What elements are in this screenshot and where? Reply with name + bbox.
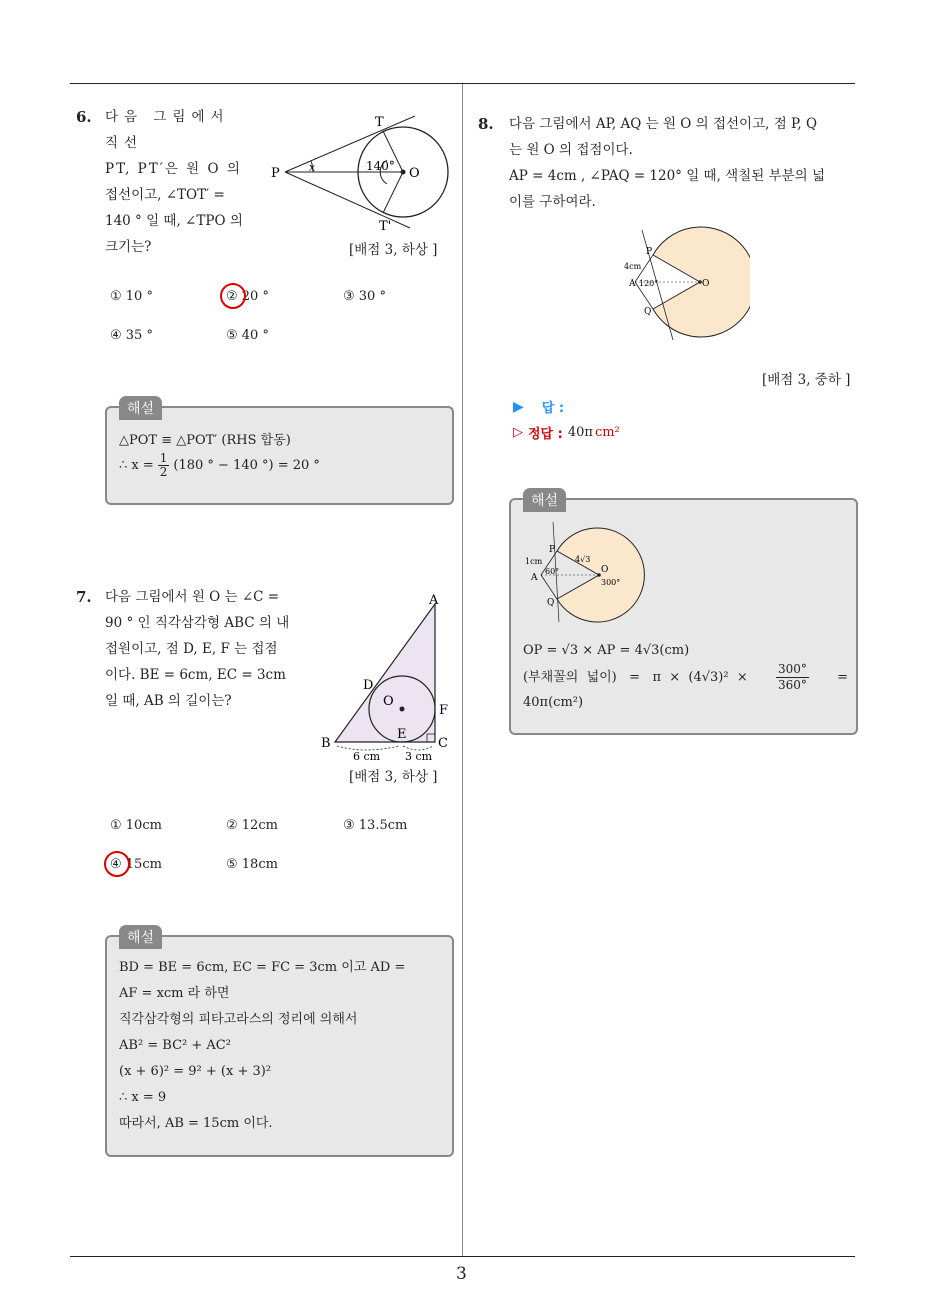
q7-choice-4[interactable]: ④ 15cm xyxy=(110,857,162,872)
q7-fig-A: A xyxy=(429,593,439,608)
q8-line: 다음 그림에서 AP, AQ 는 원 O 의 접선이고, 점 P, Q xyxy=(509,116,818,132)
q8-fig-P: P xyxy=(646,247,653,257)
q7-solution-box xyxy=(105,935,454,1157)
q7-choice-1[interactable]: ① 10cm xyxy=(110,818,162,833)
q8-sol-line-3: 40π(cm²) xyxy=(523,695,584,710)
q7-choice-2[interactable]: ② 12cm xyxy=(226,818,278,833)
q8-sol-figure xyxy=(517,520,647,625)
q8-figure xyxy=(615,222,750,344)
q6-sol-line-2 xyxy=(119,452,320,479)
q8-text xyxy=(509,111,859,215)
q8-number: 8. xyxy=(478,115,494,133)
q7-sol-line: AF = xcm 라 하면 xyxy=(119,986,230,1001)
q8-sol-numerator: 300° xyxy=(777,662,807,676)
q7-sol-line: BD = BE = 6cm, EC = FC = 3cm 이고 AD = xyxy=(119,960,406,975)
q7-figure xyxy=(315,592,460,764)
q7-fig-C: C xyxy=(438,736,448,751)
q7-answer-mark-icon xyxy=(104,851,130,877)
q7-sol-line: 직각삼각형의 피타고라스의 정리에 의해서 xyxy=(119,1012,358,1027)
q8-fig-angle: 120° xyxy=(639,279,659,288)
q8-sol-line-1: OP = √3 × AP = 4√3(cm) xyxy=(523,643,690,658)
q8-line: 는 원 O 의 접점이다. xyxy=(509,142,633,158)
q8-sol-fig-op: 4√3 xyxy=(575,555,591,564)
q8-sol-area: (부채꼴의 넓이) = π × (4√3)² × xyxy=(523,669,748,685)
q7-sol-line: (x + 6)² = 9² + (x + 3)² xyxy=(119,1064,272,1079)
q6-sol-therefore: ∴ x = xyxy=(119,457,154,473)
q7-choice-3[interactable]: ③ 13.5cm xyxy=(343,818,408,833)
q8-score: [배점 3, 중하 ] xyxy=(762,372,851,388)
q7-solution-tab: 해설 xyxy=(119,925,162,949)
q7-text xyxy=(105,584,305,714)
q6-sol-numerator: 1 xyxy=(159,451,168,465)
page-number: 3 xyxy=(456,1264,467,1284)
q6-number: 6. xyxy=(76,108,92,126)
q6-choice-3[interactable]: ③ 30 ° xyxy=(343,289,386,304)
q7-fig-E: E xyxy=(397,727,407,742)
q6-fig-angle: 140° xyxy=(366,159,395,173)
q7-sol-line: ∴ x = 9 xyxy=(119,1090,167,1105)
q7-sol-lines xyxy=(119,955,444,1137)
q6-sol-fraction xyxy=(158,452,170,479)
q8-sol-fig-O: O xyxy=(601,565,609,575)
q8-sol-denominator: 360° xyxy=(777,678,807,692)
q7-fig-ec: 3 cm xyxy=(405,750,433,763)
q8-sol-fig-Q: Q xyxy=(547,598,555,608)
q6-fig-x: x xyxy=(309,161,316,174)
q8-answer-arrow-icon: ▶ xyxy=(513,398,524,415)
q7-fig-O: O xyxy=(383,694,394,709)
q6-line: 크기는? xyxy=(105,239,152,255)
q6-fig-T: T xyxy=(375,115,384,130)
q6-text xyxy=(105,104,257,260)
bottom-rule xyxy=(70,1256,855,1257)
q7-sol-line: AB² = BC² + AC² xyxy=(119,1038,231,1053)
q7-fig-F: F xyxy=(439,703,449,718)
q7-line: 90 ° 인 직각삼각형 ABC 의 내 xyxy=(105,615,290,631)
q6-line: 접선이고, ∠TOT′ = xyxy=(105,187,225,203)
q8-solution-tab: 해설 xyxy=(523,488,566,512)
q6-fig-P: P xyxy=(271,166,280,181)
q6-line: 다음 그림에서 직선 xyxy=(105,109,230,151)
q8-sol-fig-A: A xyxy=(531,573,538,583)
q8-line: AP = 4cm , ∠PAQ = 120° 일 때, 색칠된 부분의 넓 xyxy=(509,168,826,184)
q8-line: 이를 구하여라. xyxy=(509,194,596,210)
q7-sol-line: 따라서, AB = 15cm 이다. xyxy=(119,1116,273,1131)
q8-solution-box xyxy=(509,498,858,735)
q6-choice-2[interactable]: ② 20 ° xyxy=(226,289,269,304)
q7-line: 접원이고, 점 D, E, F 는 접점 xyxy=(105,641,278,657)
q8-sol-fig-P: P xyxy=(549,545,556,555)
q8-correct-row xyxy=(513,423,620,442)
q6-solution-box xyxy=(105,406,454,505)
q8-sol-fig-ap: 1cm xyxy=(525,557,543,566)
q8-fig-A: A xyxy=(629,279,636,289)
q7-fig-be: 6 cm xyxy=(353,750,381,763)
q6-line: PT, PT′은 원 O 의 xyxy=(105,161,242,177)
q8-answer-label: 답 : xyxy=(541,401,565,416)
q7-choice-5[interactable]: ⑤ 18cm xyxy=(226,857,278,872)
q8-answer-row xyxy=(513,397,564,416)
q6-choice-5[interactable]: ⑤ 40 ° xyxy=(226,328,269,343)
q6-score: [배점 3, 하상 ] xyxy=(349,242,438,258)
q6-figure xyxy=(265,110,455,230)
q8-sol-fig-a60: 60° xyxy=(545,567,560,576)
q8-sol-line-2 xyxy=(523,662,848,693)
q6-choice-1[interactable]: ① 10 ° xyxy=(110,289,153,304)
q7-number: 7. xyxy=(76,588,92,606)
q8-sol-fraction xyxy=(776,662,809,693)
q8-fig-Q: Q xyxy=(644,307,652,317)
q8-correct-label: 정답 : xyxy=(528,427,563,442)
q8-fig-O: O xyxy=(702,279,710,289)
column-divider xyxy=(462,84,463,1257)
q6-solution-tab: 해설 xyxy=(119,396,162,420)
q6-sol-tail: (180 ° − 140 °) = 20 ° xyxy=(173,457,320,473)
q6-line: 140 ° 일 때, ∠TPO 의 xyxy=(105,213,243,229)
q7-fig-B: B xyxy=(321,736,331,751)
q8-correct-value: 40π xyxy=(567,425,593,440)
q7-score: [배점 3, 하상 ] xyxy=(349,769,438,785)
q6-sol-line-1: △POT ≡ △POT′ (RHS 합동) xyxy=(119,433,291,448)
q6-answer-mark-icon xyxy=(220,283,246,309)
q8-sol-equals: = xyxy=(837,669,848,685)
q7-line: 일 때, AB 의 길이는? xyxy=(105,693,232,709)
q7-fig-D: D xyxy=(363,678,374,693)
q6-sol-denominator: 2 xyxy=(159,465,168,479)
q8-sol-fig-a300: 300° xyxy=(601,578,621,587)
q6-fig-T2: T' xyxy=(379,219,392,230)
q6-fig-O: O xyxy=(409,166,420,181)
q8-correct-arrow-icon: ▷ xyxy=(513,425,523,440)
q7-line: 다음 그림에서 원 O 는 ∠C = xyxy=(105,589,280,605)
q6-choice-4[interactable]: ④ 35 ° xyxy=(110,328,153,343)
q8-fig-ap: 4cm xyxy=(624,262,642,271)
q7-line: 이다. BE = 6cm, EC = 3cm xyxy=(105,667,286,683)
q8-correct-unit: cm² xyxy=(594,425,620,440)
